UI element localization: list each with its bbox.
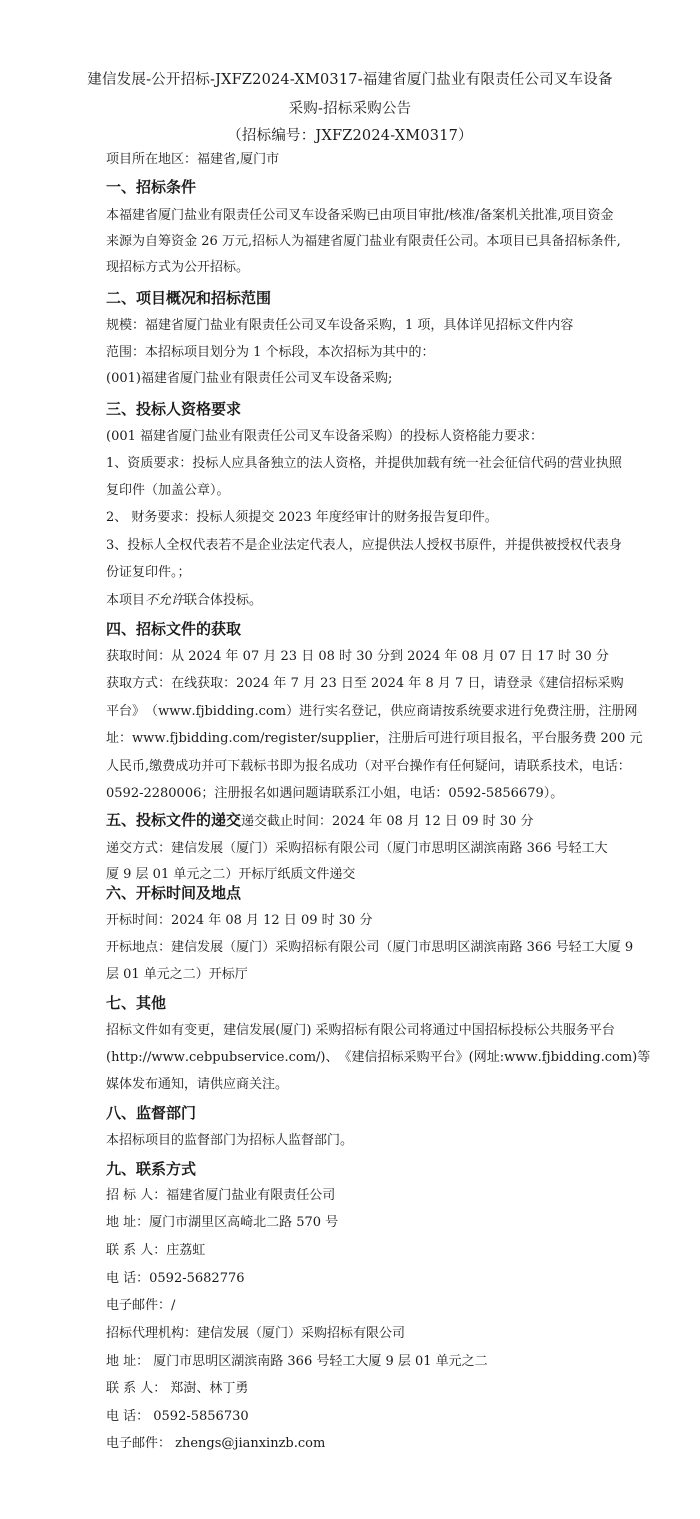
section-1-text: 本 福 建 省 厦 门 盐 业 有 限 责 任 公 司 叉 车 设 备 采 购 已 由 项 目 审 批 / 核 准 / 备 案 机 关 批 准 , 项 目 资 金 [106,208,614,223]
document-title-line-2: 采购-招标采购公告 [288,101,412,117]
acquisition-method: 0592-2280006；注册报名如遇问题请联系江小姐，电话：0592-5856679）。 [106,786,564,801]
qualification-item: 3 、 投 标 人 全 权 代 表 若 不 是 企 业 法 定 代 表 人 ， 应 提 供 法 人 授 权 书 原 件 ， 并 提 供 被 授 权 代 表 身 [106,538,622,553]
bid-number: （招标编号：JXFZ2024-XM0317） [227,128,473,144]
tenderer-address: 地 址：厦门市湖里区高崎北二路 570 号 [106,1215,339,1230]
other-info: ( h t t p : / / w w w . c e b p u b s e r v i c e . c o m / ) 、 《 建 信 招 标 采 购 平 台 》 ( 网 址 : w w w . f j b i d d i n g . c o m ) 等 [106,1050,651,1065]
acquisition-method: 人 民 币 , 缴 费 成 功 并 可 下 载 标 书 即 为 报 名 成 功 （ 对 平 台 操 作 有 任 何 疑 问 ， 请 联 系 技 术 ， 电 话 ： [106,759,631,774]
acquisition-time: 获 取 时 间 ： 从 2 0 2 4 年 0 7 月 2 3 日 0 8 时 3 0 分 到 2 0 2 4 年 0 8 月 0 7 日 1 7 时 3 0 分 [106,649,609,664]
consortium-note: 本项目不允许联合体投标。 [106,593,263,608]
project-scope: 范围：本招标项目划分为 1 个标段，本次招标为其中的： [106,345,435,360]
tenderer-email: 电子邮件：/ [106,1298,176,1313]
section-9-heading: 九、联系方式 [106,1160,197,1178]
section-3-heading: 三、投标人资格要求 [106,400,242,418]
acquisition-method: 平 台 》 （ w w w . f j b i d d i n g . c o m ） 进 行 实 名 登 记 ， 供 应 商 请 按 系 统 要 求 进 行 免 费 注 册 ， 注 册 网 [106,704,638,719]
not-allowed-text: 不允许 [145,593,185,608]
qualification-item: 2、 财务要求：投标人须提交 2023 年度经审计的财务报告复印件。 [106,510,498,525]
agency-email: 电子邮件： zhengs@jianxinzb.com [106,1436,326,1451]
qualification-item: 1 、 资 质 要 求 ： 投 标 人 应 具 备 独 立 的 法 人 资 格 ， 并 提 供 加 载 有 统 一 社 会 征 信 代 码 的 营 业 执 照 [106,456,622,471]
project-scale: 规模：福建省厦门盐业有限责任公司叉车设备采购，1 项，具体详见招标文件内容 [106,318,574,333]
document-title-line-1: 建信发展-公开招标-JXFZ2024-XM0317-福建省厦门盐业有限责任公司叉车设备 [87,72,613,88]
tenderer-name: 招 标 人：福建省厦门盐业有限责任公司 [106,1188,336,1203]
section-4-heading: 四、招标文件的获取 [106,620,242,638]
agency-address: 地 址： 厦门市思明区湖滨南路 366 号轻工大厦 9 层 01 单元之二 [106,1354,488,1369]
acquisition-method: 获 取 方 式 ： 在 线 获 取 ： 2 0 2 4 年 7 月 2 3 日 至 2 0 2 4 年 8 月 7 日 ， 请 登 录 《 建 信 招 标 采 购 [106,676,624,691]
project-location: 项目所在地区：福建省,厦门市 [106,152,280,167]
qualification-intro: (001 福建省厦门盐业有限责任公司叉车设备采购）的投标人资格能力要求： [106,429,544,444]
section-1-text: 现招标方式为公开招标。 [106,260,250,275]
section-5-heading: 五、投标文件的递交 [106,811,242,829]
section-1-heading: 一、招标条件 [106,178,197,196]
opening-location: 层 01 单元之二）开标厅 [106,967,248,982]
submission-method: 厦 9 层 01 单元之二）开标厅纸质文件递交 [106,867,356,882]
lot-item: (001)福建省厦门盐业有限责任公司叉车设备采购; [106,371,393,386]
section-1-text: 来 源 为 自 筹 资 金 2 6 万 元 , 招 标 人 为 福 建 省 厦 门 盐 业 有 限 责 任 公 司 。 本 项 目 已 具 备 招 标 条 件 , [106,234,621,249]
section-8-heading: 八、监督部门 [106,1104,197,1122]
tenderer-phone: 电 话：0592-5682776 [106,1271,245,1286]
opening-time: 开标时间：2024 年 08 月 12 日 09 时 30 分 [106,913,373,928]
qualification-item: 份证复印件。； [106,565,191,580]
tenderer-contact: 联 系 人：庄荔虹 [106,1243,206,1258]
section-2-heading: 二、项目概况和招标范围 [106,289,272,307]
acquisition-method: 址 ： w w w . f j b i d d i n g . c o m / r e g i s t e r / s u p p l i e r ， 注 册 后 可 进 行 项 目 报 名 ， 平 台 服 务 费 2 0 0 元 [106,731,643,746]
submission-deadline: 递交截止时间：2024 年 08 月 12 日 09 时 30 分 [241,814,534,829]
agency-phone: 电 话： 0592-5856730 [106,1409,249,1424]
opening-location: 开 标 地 点 ： 建 信 发 展 （ 厦 门 ） 采 购 招 标 有 限 公 司 （ 厦 门 市 思 明 区 湖 滨 南 路 3 6 6 号 轻 工 大 厦 9 [106,940,634,955]
section-5-line [106,812,533,830]
supervision-dept: 本招标项目的监督部门为招标人监督部门。 [106,1133,354,1148]
agency-contact: 联 系 人： 郑澍、林丁勇 [106,1381,249,1396]
section-7-heading: 七、其他 [106,994,167,1012]
qualification-item: 复印件（加盖公章）。 [106,483,230,498]
submission-method: 递 交 方 式 ： 建 信 发 展 （ 厦 门 ） 采 购 招 标 有 限 公 司 （ 厦 门 市 思 明 区 湖 滨 南 路 3 6 6 号 轻 工 大 [106,841,608,856]
section-6-heading: 六、开标时间及地点 [106,884,242,902]
other-info: 媒体发布通知，请供应商关注。 [106,1077,289,1092]
agency-name: 招标代理机构：建信发展（厦门）采购招标有限公司 [106,1326,406,1341]
other-info: 招 标 文 件 如 有 变 更 ， 建 信 发 展 ( 厦 门 ) 采 购 招 标 有 限 公 司 将 通 过 中 国 招 标 投 标 公 共 服 务 平 台 [106,1023,615,1038]
